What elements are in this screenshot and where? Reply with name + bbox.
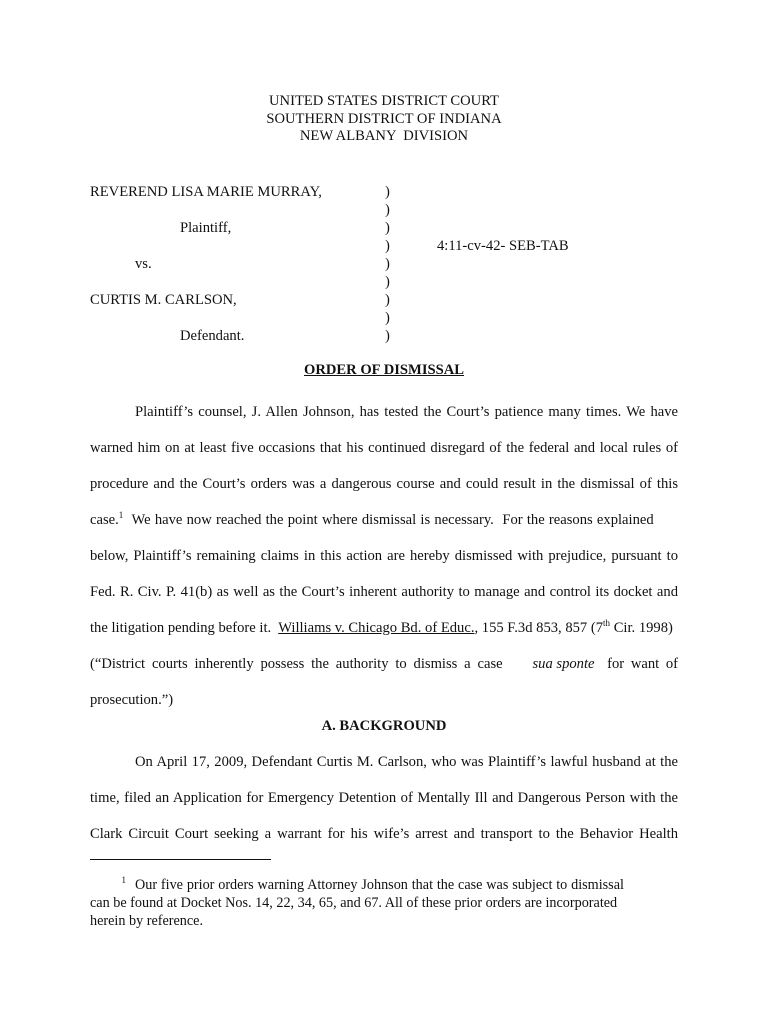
paragraph-1 bbox=[90, 394, 678, 718]
text-run: Cir. 1998) bbox=[610, 620, 673, 636]
footnote-reference: 1 bbox=[118, 510, 124, 520]
paragraph-2 bbox=[90, 744, 678, 852]
caption-paren: ) bbox=[385, 220, 390, 236]
district-name: SOUTHERN DISTRICT OF INDIANA bbox=[266, 110, 502, 127]
caption-paren: ) bbox=[385, 274, 390, 290]
footnote bbox=[90, 876, 678, 930]
paragraph-line: Clark Circuit Court seeking a warrant for his wife’s arrest and transport to the Behavior Health bbox=[90, 826, 678, 842]
ordinal-superscript: th bbox=[603, 618, 611, 628]
text-run: the litigation pending before it. bbox=[90, 620, 279, 636]
defendant-name: CURTIS M. CARLSON, bbox=[90, 292, 237, 308]
paragraph-line: Plaintiff’s counsel, J. Allen Johnson, has tested the Court’s patience many times. We have bbox=[135, 404, 678, 420]
caption-paren: ) bbox=[385, 256, 390, 272]
caption-paren: ) bbox=[385, 184, 390, 200]
caption-paren: ) bbox=[385, 238, 390, 254]
caption-parentheses bbox=[385, 183, 395, 345]
paragraph-line: prosecution.”) bbox=[90, 692, 174, 708]
footnote-marker: 1 bbox=[121, 875, 126, 885]
footnote-line bbox=[90, 876, 678, 894]
paragraph-line: below, Plaintiff’s remaining claims in this action are hereby dismissed with prejudice, pursuant to bbox=[90, 548, 678, 564]
text-run: case. bbox=[90, 512, 119, 528]
text-run: (“District courts inherently possess the authority to dismiss a case bbox=[90, 656, 510, 672]
paragraph-line: Fed. R. Civ. P. 41(b) as well as the Court’s inherent authority to manage and control its docket and bbox=[90, 584, 678, 600]
paragraph-line bbox=[90, 610, 678, 646]
section-heading-background: A. BACKGROUND bbox=[321, 718, 447, 734]
plaintiff-name: REVEREND LISA MARIE MURRAY, bbox=[90, 184, 322, 200]
defendant-role: Defendant. bbox=[180, 328, 245, 344]
caption-paren: ) bbox=[385, 202, 390, 218]
caption-paren: ) bbox=[385, 292, 390, 308]
division-name: NEW ALBANY DIVISION bbox=[299, 128, 469, 144]
versus-label: vs. bbox=[135, 256, 152, 272]
case-number: 4:11-cv-42- SEB-TAB bbox=[437, 238, 569, 254]
caption-paren: ) bbox=[385, 328, 390, 344]
footnote-line: can be found at Docket Nos. 14, 22, 34, 65, and 67. All of these prior orders are incorporated bbox=[90, 895, 618, 911]
footnote-line: herein by reference. bbox=[90, 913, 204, 929]
court-name: UNITED STATES DISTRICT COURT bbox=[269, 93, 499, 109]
court-header bbox=[0, 93, 768, 146]
text-run: , 155 F.3d 853, 857 (7 bbox=[474, 620, 604, 636]
paragraph-line bbox=[90, 502, 678, 538]
paragraph-line: procedure and the Court’s orders was a dangerous course and could result in the dismissal of this bbox=[90, 476, 678, 492]
plaintiff-role: Plaintiff, bbox=[180, 220, 232, 236]
footnote-separator bbox=[90, 859, 271, 860]
paragraph-line: On April 17, 2009, Defendant Curtis M. Carlson, who was Plaintiff’s lawful husband at the bbox=[135, 754, 678, 770]
paragraph-line bbox=[90, 646, 678, 682]
text-run: for want of bbox=[600, 656, 678, 672]
text-run: We have now reached the point where dismissal is necessary. For the reasons explained bbox=[123, 512, 654, 528]
paragraph-line: time, filed an Application for Emergency Detention of Mentally Ill and Dangerous Person with the bbox=[90, 790, 678, 806]
caption-paren: ) bbox=[385, 310, 390, 326]
paragraph-line: warned him on at least five occasions that his continued disregard of the federal and local rules of bbox=[90, 440, 678, 456]
order-title: ORDER OF DISMISSAL bbox=[303, 362, 465, 378]
case-citation: Williams v. Chicago Bd. of Educ. bbox=[278, 620, 475, 636]
footnote-text: Our five prior orders warning Attorney Johnson that the case was subject to dismissal bbox=[135, 877, 624, 893]
italic-phrase: sua sponte bbox=[532, 656, 595, 672]
